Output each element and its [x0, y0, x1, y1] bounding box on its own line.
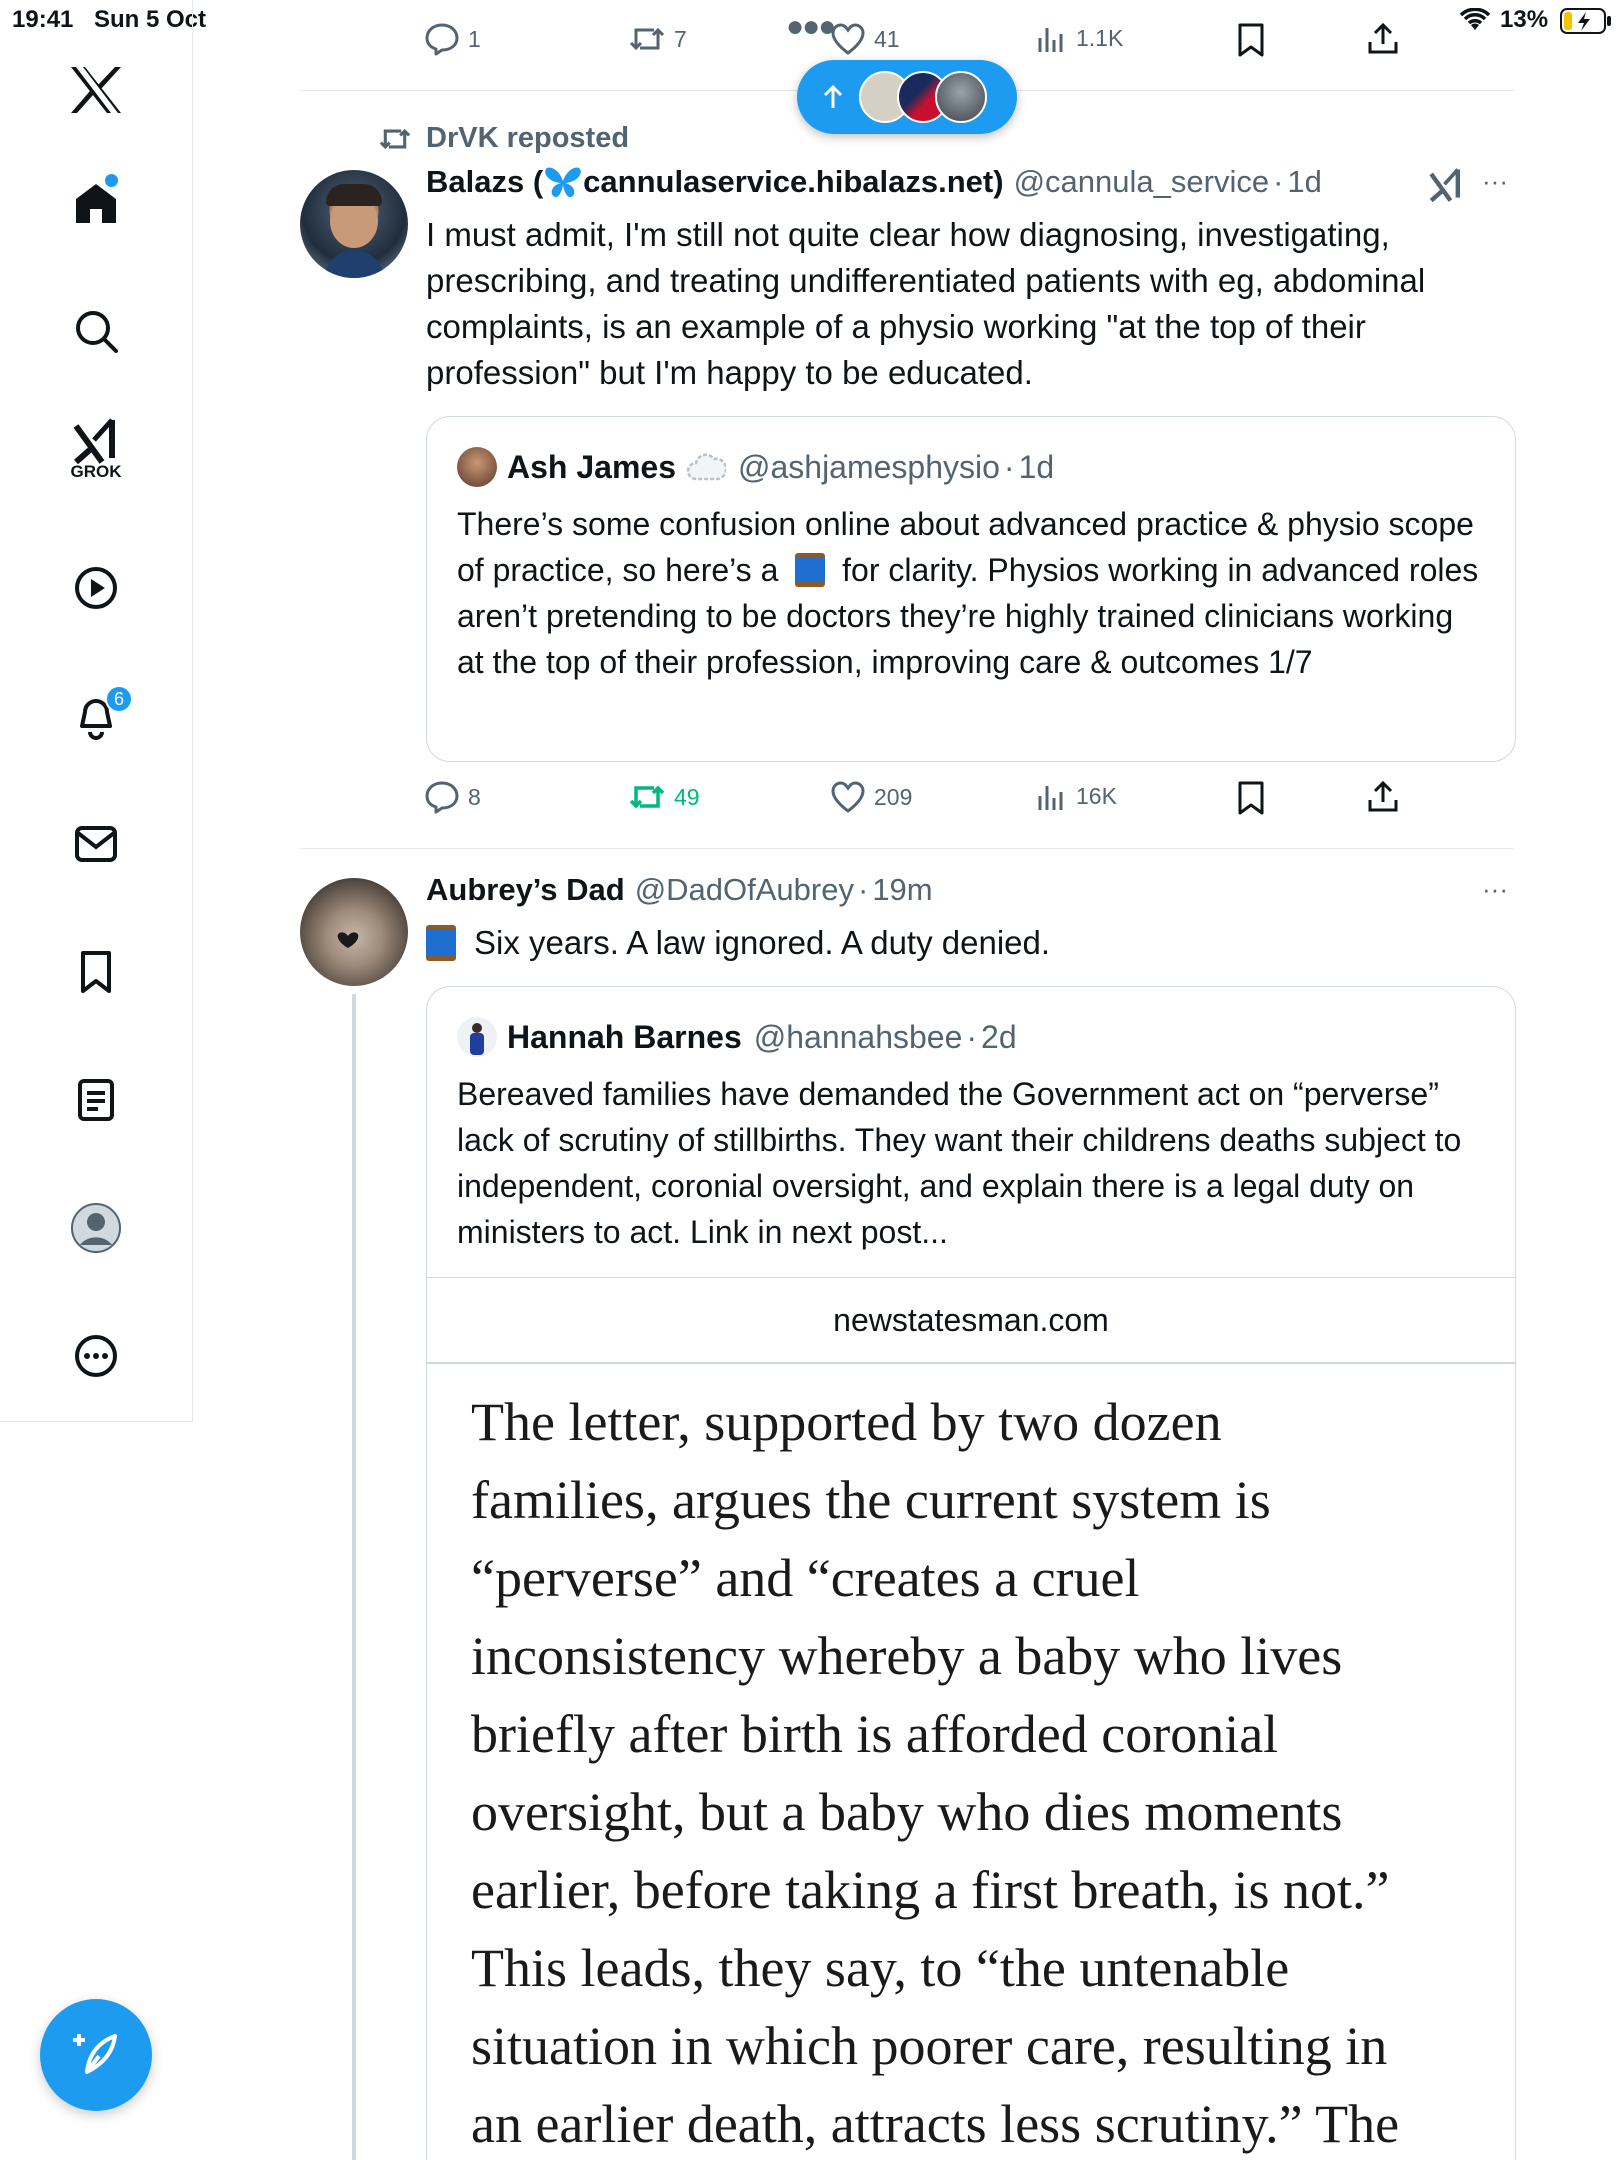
quote-text-part-b: for clarity. Physios working in advanced roles aren’t pretending to be doctors they’re highly trained clinicians working at the top of their profession, improving care & outcomes 1/7 [457, 552, 1479, 680]
repost-count: 7 [674, 25, 687, 52]
article-line: The letter, supported by two dozen [471, 1392, 1222, 1452]
author-name[interactable]: Aubrey’s Dad [426, 872, 625, 907]
like-button-top[interactable] [830, 22, 900, 56]
feather-plus-icon [69, 2028, 123, 2082]
reply-icon [424, 780, 460, 814]
new-posts-pill[interactable] [797, 60, 1017, 134]
author-name[interactable]: cannulaservice.hibalazs.net) [583, 164, 1004, 199]
article-line: This leads, they say, to “the untenable [471, 1938, 1290, 1998]
lists-icon[interactable] [61, 1065, 131, 1135]
article-line: oversight, but a baby who dies moments [471, 1782, 1343, 1842]
views-button[interactable] [1036, 780, 1117, 812]
share-icon [1366, 22, 1400, 56]
status-time: 19:41 [12, 6, 74, 33]
article-image[interactable] [471, 1383, 1501, 2160]
multitasking-dots-icon[interactable]: ●●● [786, 10, 835, 43]
bookmark-icon [1236, 780, 1266, 816]
battery-icon [1560, 8, 1612, 39]
like-count: 41 [874, 25, 900, 52]
butterfly-icon [543, 165, 583, 199]
compose-post-button[interactable] [40, 1999, 152, 2111]
repost-context[interactable] [378, 122, 629, 155]
views-button-top[interactable] [1036, 22, 1123, 54]
quote-author-handle: @hannahsbee [753, 1018, 963, 1055]
battery-percent: 13% [1500, 6, 1549, 33]
share-icon [1366, 780, 1400, 814]
like-button[interactable] [830, 780, 912, 814]
more-options-button[interactable]: ··· [1482, 874, 1508, 904]
repost-count: 49 [674, 783, 700, 810]
quoted-post-card[interactable] [426, 416, 1516, 762]
author-avatar[interactable] [300, 878, 408, 986]
reply-button-top[interactable] [424, 22, 481, 56]
views-icon [1036, 780, 1068, 812]
tweet2-text-row [426, 920, 1050, 966]
thread-line [352, 994, 356, 2160]
grok-icon[interactable] [61, 415, 131, 485]
author-avatar[interactable] [300, 170, 408, 278]
dot-separator: · [857, 872, 869, 907]
grok-label: GROK [70, 462, 122, 481]
quote-author-avatar [457, 1017, 497, 1057]
quote-text: Bereaved families have demanded the Government act on “perverse” lack of scrutiny of stillbirths. They want their childrens deaths subject to independent, coronial oversight, and explain there is a legal duty on ministers to act. Link in next post... [457, 1076, 1462, 1250]
thread-spool-icon [426, 925, 456, 961]
arrow-up-icon [821, 84, 845, 110]
status-date: Sun 5 Oct [94, 6, 207, 33]
quote-author-name: Hannah Barnes [507, 1018, 742, 1055]
repost-icon [378, 124, 412, 154]
like-count: 209 [874, 783, 913, 810]
tweet1-header [426, 164, 1322, 200]
x-logo-icon[interactable] [61, 55, 131, 125]
quote-author-name: Ash James [507, 448, 676, 485]
messages-icon[interactable] [61, 809, 131, 879]
reply-count: 1 [468, 25, 481, 52]
views-count: 1.1K [1076, 24, 1124, 51]
repost-icon [628, 22, 666, 56]
grok-post-button[interactable] [1428, 168, 1464, 207]
home-icon[interactable] [61, 168, 131, 238]
cloud-icon [686, 449, 726, 485]
heart-icon [830, 22, 866, 56]
quote-text-part-a: There’s some confusion online about advanced practice & physio scope of practice, so here’s a [457, 506, 1474, 588]
separator [300, 848, 1514, 849]
share-button-top[interactable] [1366, 22, 1400, 61]
tweet2-header [426, 872, 933, 908]
link-card-domain[interactable]: newstatesman.com [833, 1301, 1109, 1338]
tweet1-text: I must admit, I'm still not quite clear how diagnosing, investigating, prescribing, and treating undifferentiated patients with eg, abdominal complaints, is an example of a physio working "at the top of their profession" but I'm happy to be educated. [426, 216, 1426, 391]
dot-separator: · [966, 1018, 978, 1055]
author-handle[interactable]: @cannula_service [1013, 164, 1270, 199]
repost-icon [628, 780, 666, 814]
views-icon [1036, 22, 1068, 54]
repost-button[interactable] [628, 780, 700, 814]
separator [427, 1362, 1515, 1364]
author-name-prefix[interactable]: Balazs ( [426, 164, 544, 199]
article-line: situation in which poorer care, resulting in [471, 2016, 1388, 2076]
notifications-icon[interactable] [61, 681, 131, 751]
heart-icon [830, 780, 866, 814]
reposted-by-label: DrVK reposted [426, 122, 630, 154]
home-unread-dot [105, 174, 118, 187]
thread-spool-icon [795, 553, 825, 587]
notification-count-badge: 6 [105, 685, 133, 713]
quote-time: 1d [1018, 448, 1055, 485]
article-line: an earlier death, attracts less scrutiny.” The [471, 2094, 1400, 2154]
article-line: “perverse” and “creates a cruel [471, 1548, 1140, 1608]
dot-separator: · [1003, 448, 1015, 485]
article-line: families, argues the current system is [471, 1470, 1271, 1530]
share-button[interactable] [1366, 780, 1400, 819]
reply-icon [424, 22, 460, 56]
article-line: briefly after birth is afforded coronial [471, 1704, 1279, 1764]
quoted-post-card[interactable] [426, 986, 1516, 2160]
bookmark-icon [1236, 22, 1266, 58]
repost-button-top[interactable] [628, 22, 687, 56]
quote-author-avatar [457, 447, 497, 487]
post-time[interactable]: 19m [872, 872, 933, 907]
profile-icon[interactable] [61, 1193, 131, 1263]
wifi-icon [1460, 8, 1490, 37]
article-line: earlier, before taking a first breath, is not.” [471, 1860, 1390, 1920]
reply-button[interactable] [424, 780, 481, 814]
more-icon[interactable] [61, 1321, 131, 1391]
views-count: 16K [1076, 782, 1117, 809]
bookmark-button-top[interactable] [1236, 22, 1266, 63]
quote-time: 2d [981, 1018, 1017, 1055]
bookmark-button[interactable] [1236, 780, 1266, 821]
more-options-button[interactable]: ··· [1482, 166, 1508, 196]
search-icon[interactable] [61, 296, 131, 366]
post-time[interactable]: 1d [1287, 164, 1322, 199]
quote-text [457, 501, 1487, 685]
bookmarks-icon[interactable] [61, 937, 131, 1007]
article-line: inconsistency whereby a baby who lives [471, 1626, 1343, 1686]
video-icon[interactable] [61, 553, 131, 623]
grok-icon [1428, 168, 1464, 202]
quote-author-handle: @ashjamesphysio [737, 448, 1000, 485]
tweet2-text: Six years. A law ignored. A duty denied. [474, 924, 1051, 961]
reply-count: 8 [468, 783, 481, 810]
new-post-avatar [935, 71, 987, 123]
dot-separator: · [1273, 164, 1284, 199]
author-handle[interactable]: @DadOfAubrey [634, 872, 854, 907]
